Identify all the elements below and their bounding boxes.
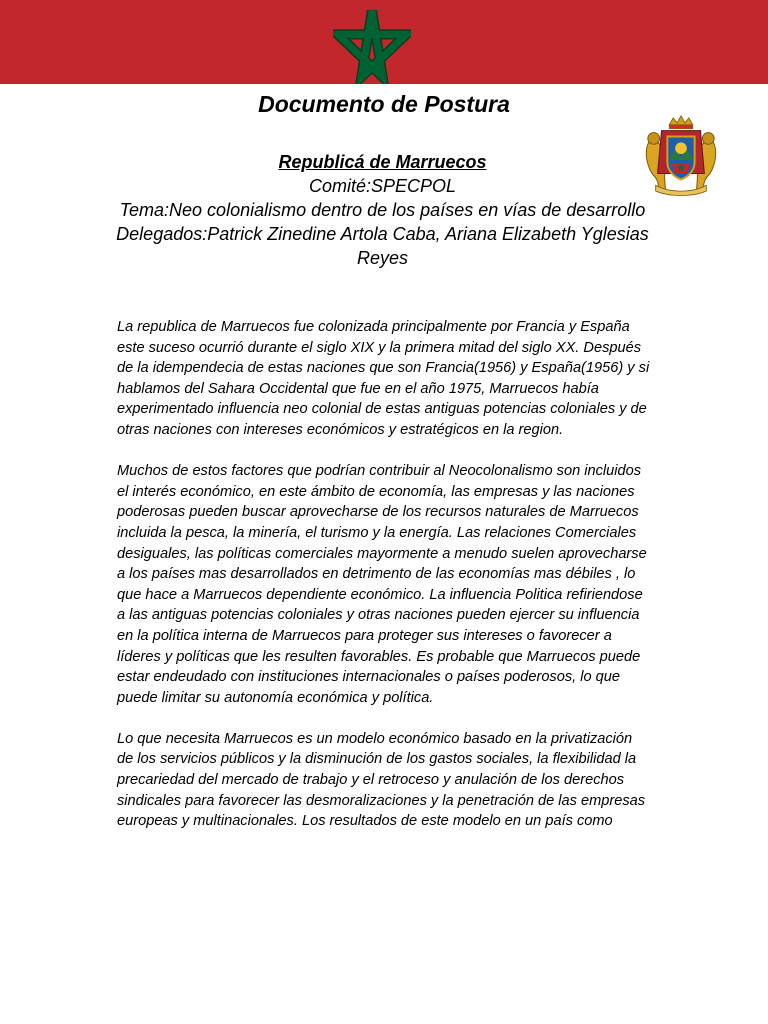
pentagram-star-icon	[333, 6, 411, 84]
document-body	[117, 317, 652, 852]
flag-banner	[0, 0, 768, 84]
paragraph: Muchos de estos factores que podrían contribuir al Neocolonalismo son incluidos el interés económico, en este ámbito de economía, las empresas y las naciones poderosas pueden buscar aprovecharse de los recursos naturales de Marruecos incluida la pesca, la minería, el turismo y la energía. Las relaciones Comerciales desiguales, las políticas comerciales mayormente a menudo suelen aprovecharse a los países mas desarrollados en detrimento de las economías mas débiles , lo que hace a Marruecos dependiente económico. La influencia Politica refiriendose a las antiguas potencias coloniales y otras naciones pueden ejercer su influencia en la política interna de Marruecos para proteger sus intereses o favorecer a líderes y políticas que les resulten favorables. Es probable que Marruecos puede estar endeudado con instituciones internacionales o países poderosos, lo que puede limitar su autonomía económica y política.	[117, 463, 647, 706]
delegates-line: Delegados:Patrick Zinedine Artola Caba, Ariana Elizabeth Yglesias Reyes	[116, 224, 649, 268]
header-block	[110, 150, 655, 270]
committee-line: Comité:SPECPOL	[308, 176, 457, 196]
document-title: Documento de Postura	[258, 91, 510, 117]
country-name: Republicá de Marruecos	[278, 152, 487, 172]
paragraph: La republica de Marruecos fue colonizada principalmente por Francia y España este suceso ocurrió durante el siglo XIX y la primera mitad del siglo XX. Después de la idempendecia de estas naciones que son Francia(1956) y España(1956) y si hablamos del Sahara Occidental que fue en el año 1975, Marruecos había experimentado influencia neo colonial de estas antiguas potencias coloniales y de otras naciones con intereses económicos y estratégicos en la region.	[117, 319, 650, 438]
topic-line: Tema:Neo colonialismo dentro de los países en vías de desarrollo	[119, 200, 646, 220]
paragraph: Lo que necesita Marruecos es un modelo económico basado en la privatización de los servicios públicos y la disminución de los gastos sociales, la flexibilidad la precariedad del mercado de trabajo y el retroceso y anulación de los derechos sindicales para favorecer las desmoralizaciones y la penetración de las empresas europeas y multinacionales. Los resultados de este modelo en un país como	[117, 730, 646, 830]
